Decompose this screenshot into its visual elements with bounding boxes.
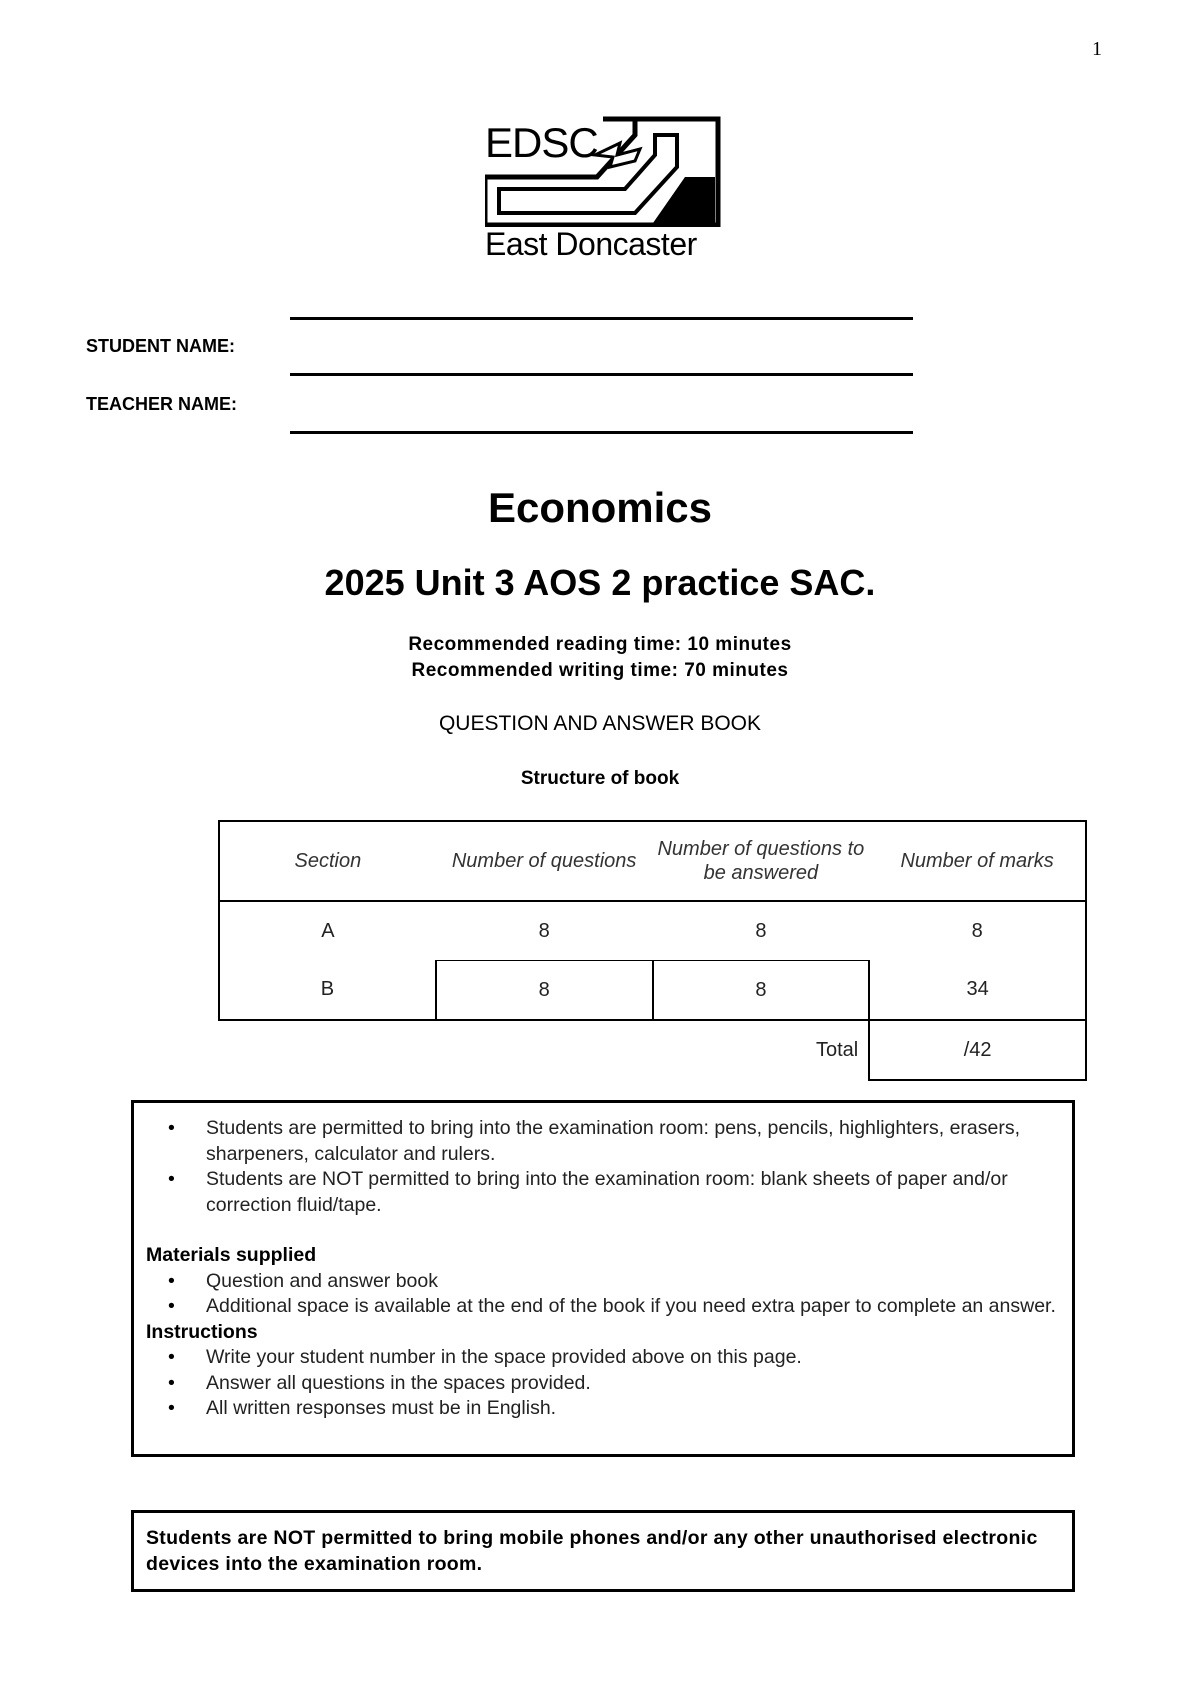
devices-notice: Students are NOT permitted to bring mobile phones and/or any other unauthorised electronic devices into the examination room. <box>131 1510 1075 1592</box>
table-cell: 8 <box>653 961 870 1021</box>
table-cell: A <box>219 901 436 961</box>
structure-table <box>218 820 1087 1081</box>
teacher-name-label: TEACHER NAME: <box>86 394 237 414</box>
student-name-line-top <box>290 317 913 320</box>
table-row <box>219 961 1086 1021</box>
table-header-row <box>219 821 1086 901</box>
permitted-list <box>146 1116 1056 1218</box>
table-row <box>219 901 1086 961</box>
list-item: • Students are permitted to bring into the examination room: pens, pencils, highlighters, erasers, sharpeners, calculator and rulers. <box>206 1116 1056 1167</box>
table-cell: 8 <box>436 961 653 1021</box>
list-item: • Students are NOT permitted to bring into the examination room: blank sheets of paper and/or correction fluid/tape. <box>206 1167 1056 1218</box>
page-number: 1 <box>1092 38 1102 60</box>
table-total-row <box>219 1020 1086 1080</box>
table-cell: 34 <box>869 961 1086 1021</box>
logo-acronym: EDSC <box>485 119 598 166</box>
table-cell: 8 <box>755 919 767 942</box>
writing-time: Recommended writing time: 70 minutes <box>411 660 789 681</box>
col-header-section: Section <box>219 821 436 901</box>
school-logo <box>485 115 725 260</box>
list-item: • Additional space is available at the end of the book if you need extra paper to complete an answer. <box>206 1294 1056 1320</box>
materials-list <box>146 1269 1056 1320</box>
col-header-marks: Number of marks <box>869 821 1086 901</box>
list-item: • All written responses must be in English. <box>206 1396 1056 1422</box>
total-value: /42 <box>869 1020 1086 1080</box>
instructions-heading: Instructions <box>146 1320 258 1343</box>
subject-title: Economics <box>487 484 713 531</box>
reading-time: Recommended reading time: 10 minutes <box>408 634 792 655</box>
instructions-list <box>146 1345 1056 1422</box>
table-cell: 8 <box>869 901 1086 961</box>
structure-heading: Structure of book <box>520 768 680 789</box>
instructions-box <box>131 1100 1075 1457</box>
list-item: • Answer all questions in the spaces provided. <box>206 1371 1056 1397</box>
list-item: • Write your student number in the space provided above on this page. <box>206 1345 1056 1371</box>
list-item: • Question and answer book <box>206 1269 1056 1295</box>
materials-heading: Materials supplied <box>146 1244 317 1266</box>
student-name-label: STUDENT NAME: <box>86 336 235 356</box>
col-header-questions: Number of questions <box>436 821 653 901</box>
student-name-line[interactable] <box>290 373 913 376</box>
teacher-name-line[interactable] <box>290 431 913 434</box>
exam-title: 2025 Unit 3 AOS 2 practice SAC. <box>324 562 876 603</box>
logo-school-name: East Doncaster <box>485 226 697 262</box>
table-cell: 8 <box>538 919 550 942</box>
table-cell: B <box>219 961 436 1021</box>
total-label: Total <box>816 1039 859 1061</box>
book-type: QUESTION AND ANSWER BOOK <box>438 712 762 735</box>
col-header-to-answer: Number of questions to be answered <box>653 821 870 901</box>
